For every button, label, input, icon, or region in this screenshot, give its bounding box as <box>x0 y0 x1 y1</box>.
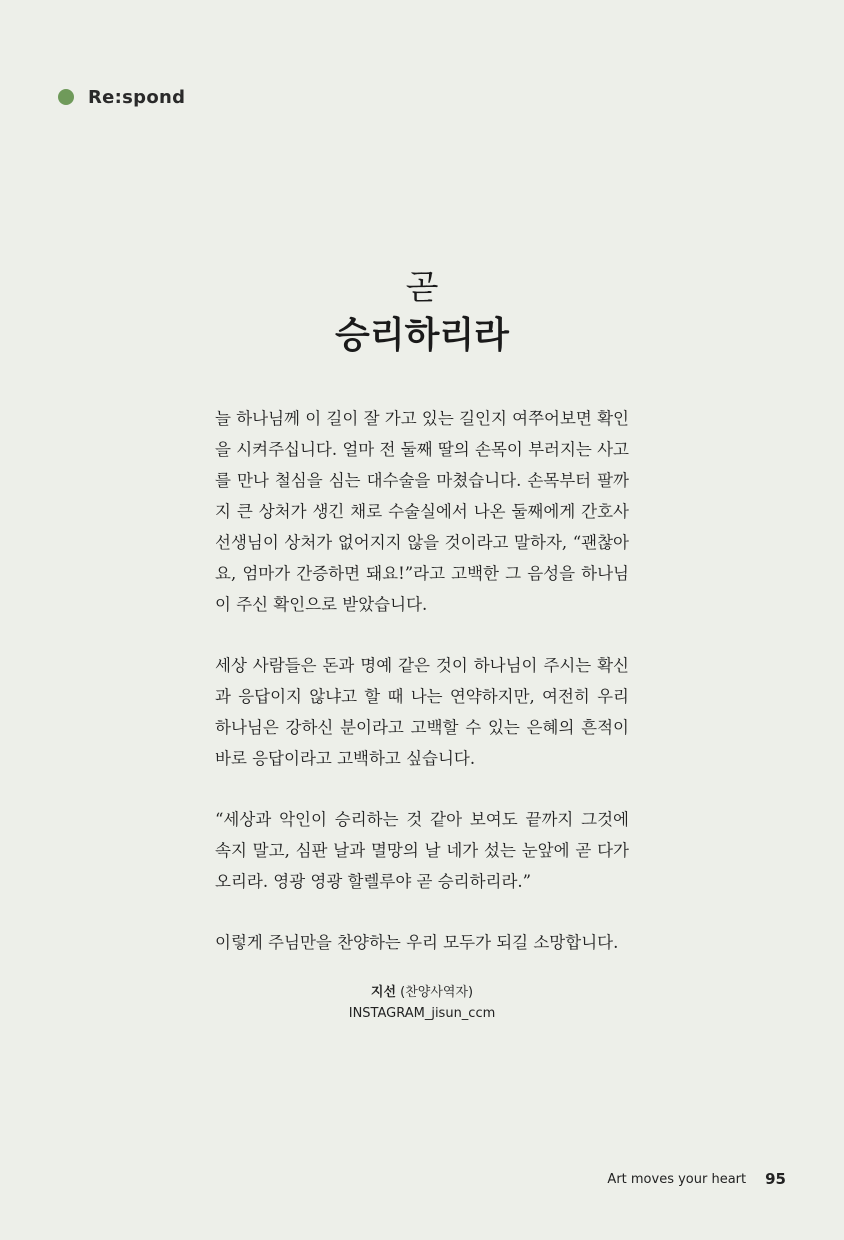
author-instagram: INSTAGRAM_jisun_ccm <box>348 1006 496 1021</box>
footer-tagline: Art moves your heart <box>607 1171 747 1187</box>
section-tag <box>58 84 185 110</box>
paragraph-4: 이렇게 주님만을 찬양하는 우리 모두가 되길 소망합니다. <box>215 933 619 952</box>
section-dot-icon <box>58 89 74 105</box>
section-label: Re:spond <box>88 86 186 108</box>
article-body <box>215 403 629 988</box>
paragraph-1: 늘 하나님께 이 길이 잘 가고 있는 길인지 여쭈어보면 확인을 시켜주십니다. 얼마 전 둘째 딸의 손목이 부러지는 사고를 만나 철심을 심는 대수술을 마쳤습니다. 손목부터 팔까지 큰 상처가 생긴 채로 수술실에서 나온 둘째에게 간호사 선생님이 상처가 없어지지 않을 것이라고 말하자, “괜찮아요, 엄마가 간증하면 돼요!”라고 고백한 그 음성을 하나님이 주신 확인으로 받았습니다. <box>215 409 629 614</box>
title-line-2: 승리하리라 <box>335 314 509 356</box>
author-credit <box>0 982 844 1024</box>
paragraph-2: 세상 사람들은 돈과 명예 같은 것이 하나님이 주시는 확신과 응답이지 않냐고 할 때 나는 연약하지만, 여전히 우리 하나님은 강하신 분이라고 고백할 수 있는 은혜의 흔적이 바로 응답이라고 고백하고 싶습니다. <box>215 656 629 768</box>
title-line-1: 곧 <box>405 268 439 308</box>
author-name: 지선 <box>370 985 397 1000</box>
author-role: (찬양사역자) <box>400 985 474 1000</box>
page-footer <box>607 1170 786 1188</box>
page-number: 95 <box>765 1170 786 1188</box>
paragraph-3: “세상과 악인이 승리하는 것 같아 보여도 끝까지 그것에 속지 말고, 심판 날과 멸망의 날 네가 섰는 눈앞에 곧 다가오리라. 영광 영광 할렐루야 곧 승리하리라.” <box>215 810 629 891</box>
author-line <box>0 982 844 1003</box>
